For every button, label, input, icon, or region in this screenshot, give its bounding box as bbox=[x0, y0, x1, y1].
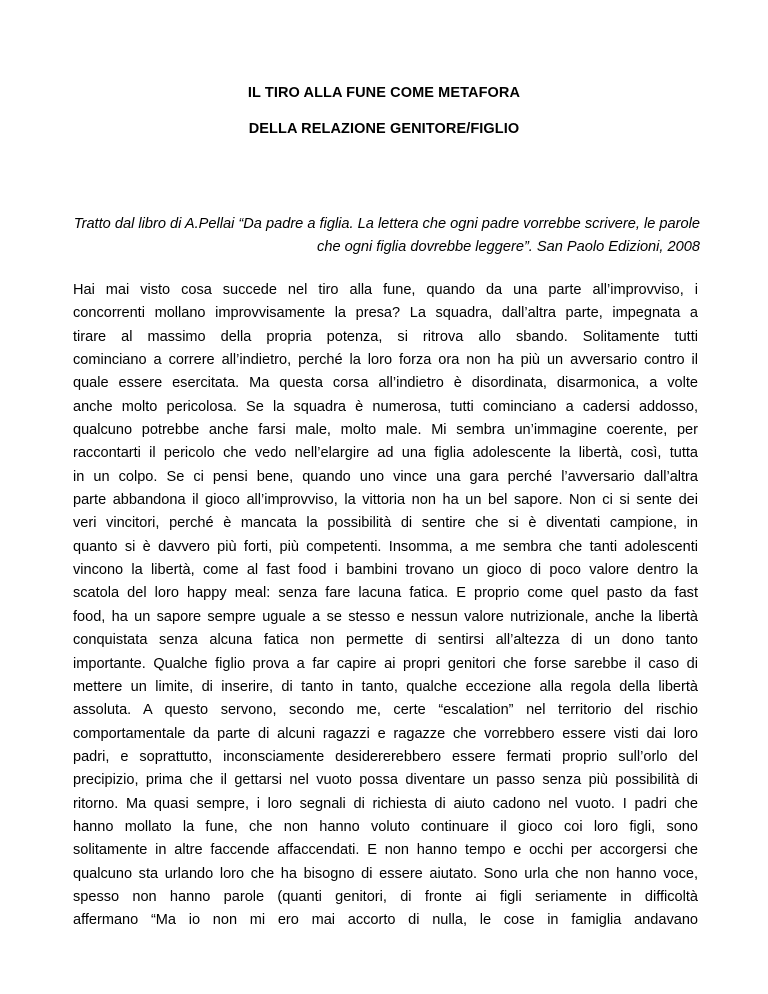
body-line: qualcuno potrebbe anche farsi male, molto male. Mi sembra un’immagine coerente, per bbox=[73, 422, 698, 439]
document-title-line-1: IL TIRO ALLA FUNE COME METAFORA bbox=[247, 85, 521, 101]
body-line: precipizio, prima che il gettarsi nel vuoto possa diventare un passo senza più possibilità di bbox=[73, 772, 698, 789]
body-line: food, ha un sapore sempre uguale a se stesso e nessun valore nutrizionale, anche la libertà bbox=[73, 608, 698, 625]
body-line: quanto si è davvero più forti, più competenti. Insomma, a me sembra che tanti adolescenti bbox=[73, 538, 698, 555]
body-line: parte abbandona il gioco all’improvviso, la vittoria non ha un bel sapore. Non ci si sente dei bbox=[73, 492, 698, 509]
body-line: hanno mollato la fune, che non hanno voluto continuare il gioco coi loro figli, sono bbox=[73, 818, 698, 835]
body-line: padri, e soprattutto, inconsciamente desidererebbero essere fermati proprio sull’orlo del bbox=[73, 748, 698, 765]
body-line: anche molto pericolosa. Se la squadra è numerosa, tutti cominciano a cadersi addosso, bbox=[73, 398, 698, 415]
body-line: vincono la libertà, come al fast food i bambini trovano un gioco di poco valore dentro la bbox=[73, 562, 698, 579]
body-line: qualcuno sta urlando loro che ha bisogno di essere aiutato. Sono urla che non hanno voce, bbox=[73, 865, 698, 882]
body-line: scatola del loro happy meal: senza fare lacuna fatica. E proprio come quel pasto da fast bbox=[73, 585, 698, 602]
body-line: cominciano a correre all’indietro, perché la loro forza ora non ha più un avversario contro il bbox=[73, 352, 698, 369]
body-line: concorrenti mollano improvvisamente la presa? La squadra, dall’altra parte, impegnata a bbox=[73, 305, 698, 322]
body-line: spesso non hanno parole (quanti genitori, di fronte ai figli seriamente in difficoltà bbox=[73, 888, 698, 905]
body-line: in un colpo. Se ci pensi bene, quando uno vince una gara perché l’avversario dall’altra bbox=[73, 468, 698, 485]
body-line: Hai mai visto cosa succede nel tiro alla fune, quando da una parte all’improvviso, i bbox=[73, 282, 698, 298]
body-line: veri vincitori, perché è mancata la possibilità di sentire che si è diventati campione, in bbox=[73, 515, 698, 532]
document-title-line-2: DELLA RELAZIONE GENITORE/FIGLIO bbox=[248, 121, 520, 137]
body-line: importante. Qualche figlio prova a far capire ai propri genitori che forse sarebbe il caso di bbox=[73, 655, 698, 672]
body-line: solitamente in altre faccende affaccendati. E non hanno tempo e occhi per accorgersi che bbox=[73, 842, 698, 859]
body-line: quale essere esercitata. Ma questa corsa all’indietro è disordinata, disarmonica, a volte bbox=[73, 375, 698, 392]
body-line: mettere un limite, di inserire, di tanto in tanto, qualche eccezione alla regola della libertà bbox=[73, 678, 698, 695]
body-line: conquistata senza alcuna fatica non permette di sentirsi all’altezza di un dono tanto bbox=[73, 632, 698, 649]
body-line: tirare al massimo della propria potenza, si ritrova allo sbando. Solitamente tutti bbox=[73, 328, 698, 345]
body-line: raccontarti il pericolo che vedo nell’elargire ad una figlia adolescente la libertà, così, tutta bbox=[73, 445, 698, 462]
body-line: affermano “Ma io non mi ero mai accorto di nulla, le cose in famiglia andavano bbox=[73, 912, 698, 929]
body-line: assoluta. A questo servono, secondo me, certe “escalation” nel territorio del rischio bbox=[73, 702, 698, 719]
body-line: comportamentale da parte di alcuni ragazzi e ragazze che vorrebbero essere visti dai loro bbox=[73, 725, 698, 742]
book-citation: Tratto dal libro di A.Pellai “Da padre a figlia. La lettera che ogni padre vorrebbe scrivere, le parole che ogni figlia dovrebbe leggere”. San Paolo Edizioni, 2008 bbox=[73, 216, 700, 255]
body-line: ritorno. Ma quasi sempre, i loro segnali di richiesta di aiuto cadono nel vuoto. I padri che bbox=[73, 795, 698, 812]
body-paragraph bbox=[73, 279, 698, 933]
